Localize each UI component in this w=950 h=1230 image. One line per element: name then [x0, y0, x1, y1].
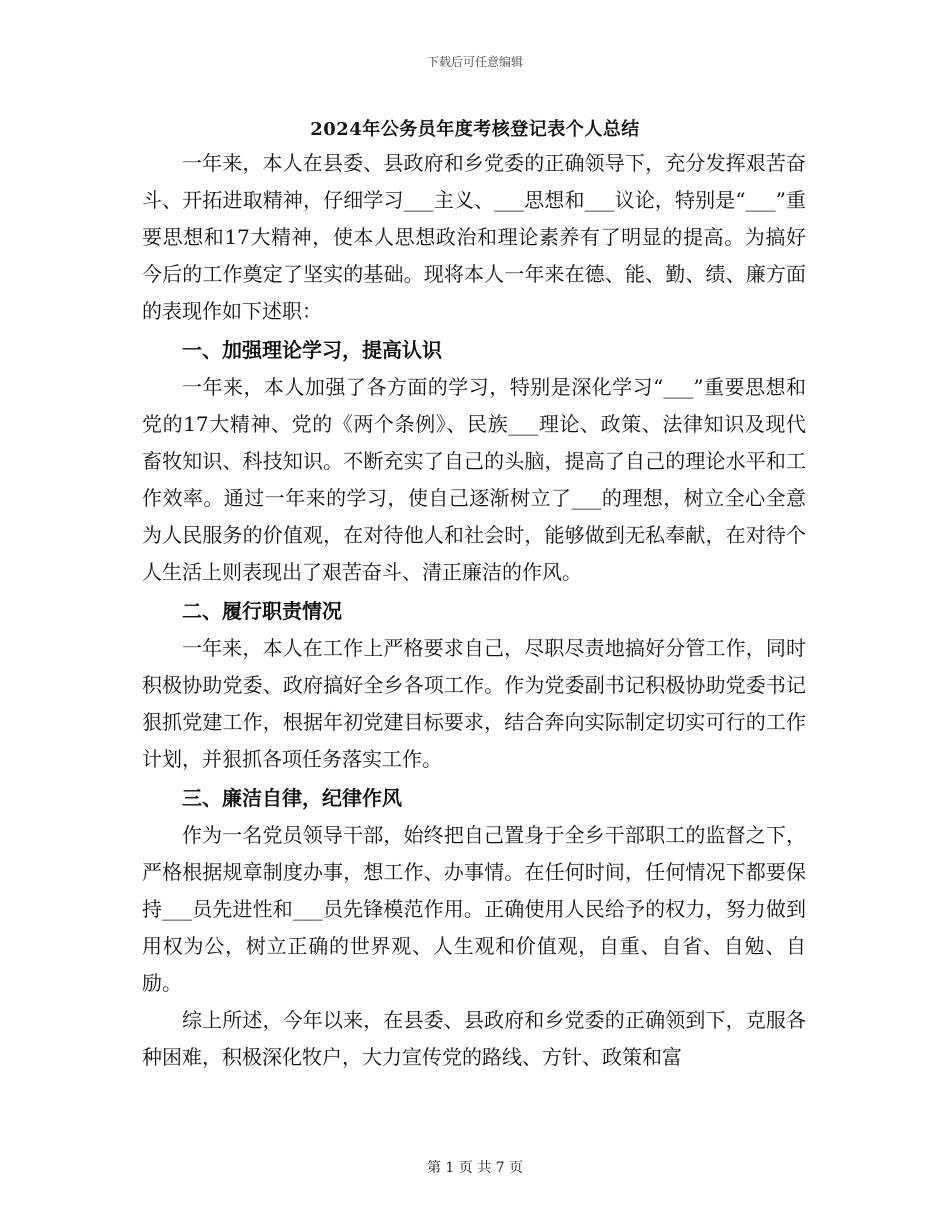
section-heading-2: 二、履行职责情况 [182, 599, 342, 623]
section-body-1: 一年来，本人加强了各方面的学习，特别是深化学习“___”重要思想和党的17大精神、党的《两个条例》、民族___理论、政策、法律知识及现代畜牧知识、科技知识。不断充实了自己的头脑，提高了自己的理论水平和工作效率。通过一年来的学习，使自己逐渐树立了___的理想，树立全心全意为人民服务的价值观，在对待他人和社会时，能够做到无私奉献，在对待个人生活上则表现出了艰苦奋斗、清正廉洁的作风。 [142, 375, 806, 584]
page-number: 第 1 页 共 7 页 [426, 1160, 524, 1176]
section-body-3: 作为一名党员领导干部，始终把自己置身于全乡干部职工的监督之下，严格根据规章制度办事，想工作、办事情。在任何时间，任何情况下都要保持___员先进性和___员先锋模范作用。正确使用人民给予的权力，努力做到用权为公，树立正确的世界观、人生观和价值观，自重、自省、自勉、自励。 [142, 823, 806, 995]
section-heading-3: 三、廉洁自律，纪律作风 [182, 786, 402, 810]
conclusion-paragraph: 综上所述，今年以来，在县委、县政府和乡党委的正确领到下，克服各种困难，积极深化牧户，大力宣传党的路线、方针、政策和富 [142, 1008, 806, 1069]
document-body [142, 145, 806, 1076]
section-body-2: 一年来，本人在工作上严格要求自己，尽职尽责地搞好分管工作，同时积极协助党委、政府搞好全乡各项工作。作为党委副书记积极协助党委书记狠抓党建工作，根据年初党建目标要求，结合奔向实际制定切实可行的工作计划，并狠抓各项任务落实工作。 [142, 636, 806, 771]
intro-paragraph: 一年来，本人在县委、县政府和乡党委的正确领导下，充分发挥艰苦奋斗、开拓进取精神，仔细学习___主义、___思想和___议论，特别是“___”重要思想和17大精神，使本人思想政治和理论素养有了明显的提高。为搞好今后的工作奠定了坚实的基础。现将本人一年来在德、能、勤、绩、廉方面的表现作如下述职： [142, 151, 806, 323]
header-note: 下载后可任意编辑 [426, 55, 523, 69]
section-heading-1: 一、加强理论学习，提高认识 [182, 338, 442, 362]
document-title: 2024年公务员年度考核登记表个人总结 [310, 119, 640, 140]
